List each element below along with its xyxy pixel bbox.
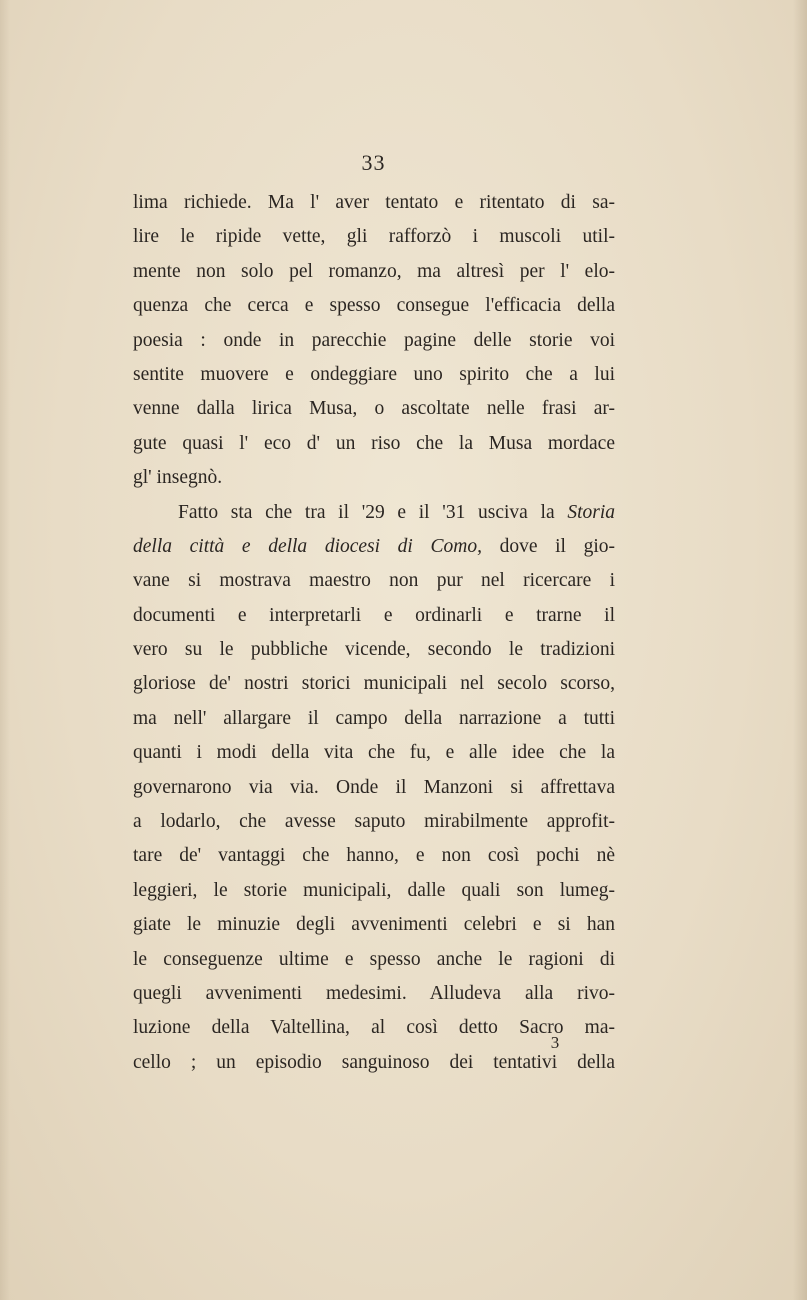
text-line: vane si mostrava maestro non pur nel ricercare i: [133, 570, 615, 592]
text-line: poesia : onde in parecchie pagine delle storie voi: [133, 329, 615, 351]
right-edge-shadow: [793, 0, 807, 1300]
paragraph-1: [133, 186, 615, 496]
text-line: vero su le pubbliche vicende, secondo le tradizioni: [133, 639, 615, 661]
text-line: gloriose de' nostri storici municipali nel secolo scorso,: [133, 673, 615, 695]
page-number: 33: [361, 150, 386, 175]
text-line: tare de' vantaggi che hanno, e non così pochi nè: [133, 845, 615, 867]
text-line: mente non solo pel romanzo, ma altresì per l' elo-: [133, 260, 615, 282]
text-line: [133, 496, 615, 530]
text-line: gute quasi l' eco d' un riso che la Musa mordace: [133, 432, 615, 454]
signature-mark: 3: [550, 1033, 560, 1052]
text-run: Fatto sta che tra il '29 e il '31 usciva la: [178, 501, 568, 523]
text-line: [133, 530, 615, 564]
text-run: dove il gio-: [481, 535, 615, 557]
book-title-italic: della città e della diocesi di Como,: [133, 535, 482, 557]
text-line: ma nell' allargare il campo della narrazione a tutti: [133, 707, 615, 729]
text-line: venne dalla lirica Musa, o ascoltate nelle frasi ar-: [133, 398, 615, 420]
text-line: lima richiede. Ma l' aver tentato e ritentato di sa-: [133, 192, 615, 213]
book-title-italic: Storia: [567, 501, 615, 523]
text-line: giate le minuzie degli avvenimenti celebri e si han: [133, 914, 615, 936]
text-line: quenza che cerca e spesso consegue l'efficacia della: [133, 295, 615, 317]
paragraph-2: [133, 496, 615, 1081]
text-line: governarono via via. Onde il Manzoni si affrettava: [133, 776, 615, 798]
text-line: a lodarlo, che avesse saputo mirabilmente approfit-: [133, 811, 615, 833]
text-line: documenti e interpretarli e ordinarli e trarne il: [133, 604, 615, 626]
text-line: quegli avvenimenti medesimi. Alludeva alla rivo-: [133, 982, 615, 1004]
text-line: gl' insegnò.: [133, 467, 223, 489]
text-line: leggieri, le storie municipali, dalle quali son lumeg-: [133, 879, 615, 901]
text-line: cello ; un episodio sanguinoso dei tentativi della: [133, 1051, 615, 1073]
left-edge-shadow: [0, 0, 10, 1300]
text-line: luzione della Valtellina, al così detto Sacro ma-: [133, 1017, 615, 1039]
text-line: sentite muovere e ondeggiare uno spirito che a lui: [133, 363, 615, 385]
body-text: [133, 186, 615, 1080]
text-line: lire le ripide vette, gli rafforzò i muscoli util-: [133, 226, 615, 248]
text-line: quanti i modi della vita che fu, e alle idee che la: [133, 742, 615, 764]
text-line: le conseguenze ultime e spesso anche le ragioni di: [133, 948, 615, 970]
